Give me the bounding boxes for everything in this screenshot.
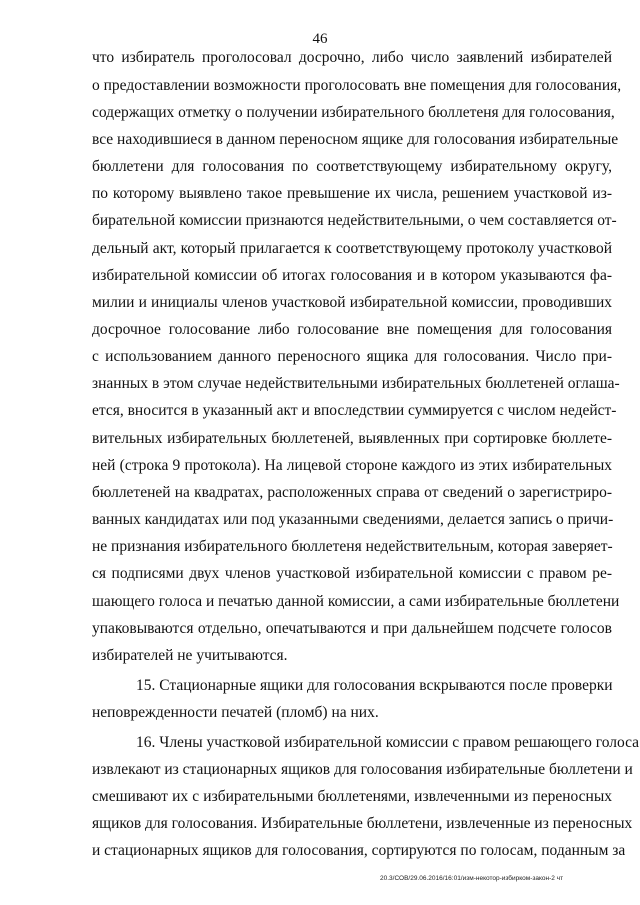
text-line: о предоставлении возможности проголосовать вне помещения для голосования, xyxy=(92,77,622,94)
text-line: избирателей не учитываются. xyxy=(92,647,288,664)
text-line: бюллетеней на квадратах, расположенных справа от сведений о зарегистриро- xyxy=(92,484,612,501)
text-line: шающего голоса и печатью данной комиссии, а сами избирательные бюллетени xyxy=(92,593,620,610)
text-line: дельный акт, который прилагается к соответствующему протоколу участковой xyxy=(92,240,612,257)
text-line: бирательной комиссии признаются недействительными, о чем составляется от- xyxy=(92,212,617,229)
paragraph-16-line: смешивают их с избирательными бюллетенями, извлеченными из переносных xyxy=(92,788,612,805)
text-line: не признания избирательного бюллетеня недействительным, которая заверяет- xyxy=(92,538,613,555)
paragraph-16-line: 16. Члены участковой избирательной комиссии с правом решающего голоса xyxy=(136,734,640,751)
page-number: 46 xyxy=(312,31,328,47)
text-line: бюллетени для голосования по соответствующему избирательному округу, xyxy=(92,158,612,175)
text-line: упаковываются отдельно, опечатываются и при дальнейшем подсчете голосов xyxy=(92,620,612,637)
paragraph-16-line: извлекают из стационарных ящиков для голосования избирательные бюллетени и xyxy=(92,761,633,778)
text-line: ся подписями двух членов участковой избирательной комиссии с правом ре- xyxy=(92,565,612,582)
text-line: ется, вносится в указанный акт и впоследствии суммируется с числом недейст- xyxy=(92,402,617,419)
paragraph-15-line: неповрежденности печатей (пломб) на них. xyxy=(92,704,379,721)
text-line: ней (строка 9 протокола). На лицевой стороне каждого из этих избирательных xyxy=(92,457,612,474)
text-line: по которому выявлено такое превышение их числа, решением участковой из- xyxy=(92,185,612,202)
text-line: досрочное голосование либо голосование вне помещения для голосования xyxy=(92,321,612,338)
text-line: что избиратель проголосовал досрочно, либо число заявлений избирателей xyxy=(92,49,612,66)
paragraph-16-line: ящиков для голосования. Избирательные бюллетени, извлеченные из переносных xyxy=(92,815,633,832)
text-line: знанных в этом случае недействительными избирательных бюллетеней оглаша- xyxy=(92,375,620,392)
text-line: милии и инициалы членов участковой избирательной комиссии, проводивших xyxy=(92,294,612,311)
text-line: ванных кандидатах или под указанными сведениями, делается запись о причи- xyxy=(92,511,614,528)
text-line: избирательной комиссии об итогах голосования и в котором указываются фа- xyxy=(92,267,612,284)
text-line: вительных избирательных бюллетеней, выявленных при сортировке бюллете- xyxy=(92,430,612,447)
paragraph-16-line: и стационарных ящиков для голосования, сортируются по голосам, поданным за xyxy=(92,842,626,859)
document-footer-code: 20.3/СОВ/29.06.2016/16:01/изм-некотор-избирком-закон-2 чт xyxy=(380,875,564,882)
text-line: содержащих отметку о получении избирательного бюллетеня для голосования, xyxy=(92,104,615,121)
text-line: с использованием данного переносного ящика для голосования. Число при- xyxy=(92,348,612,365)
text-line: все находившиеся в данном переносном ящике для голосования избирательные xyxy=(92,131,619,148)
paragraph-15-line: 15. Стационарные ящики для голосования вскрываются после проверки xyxy=(136,677,613,694)
